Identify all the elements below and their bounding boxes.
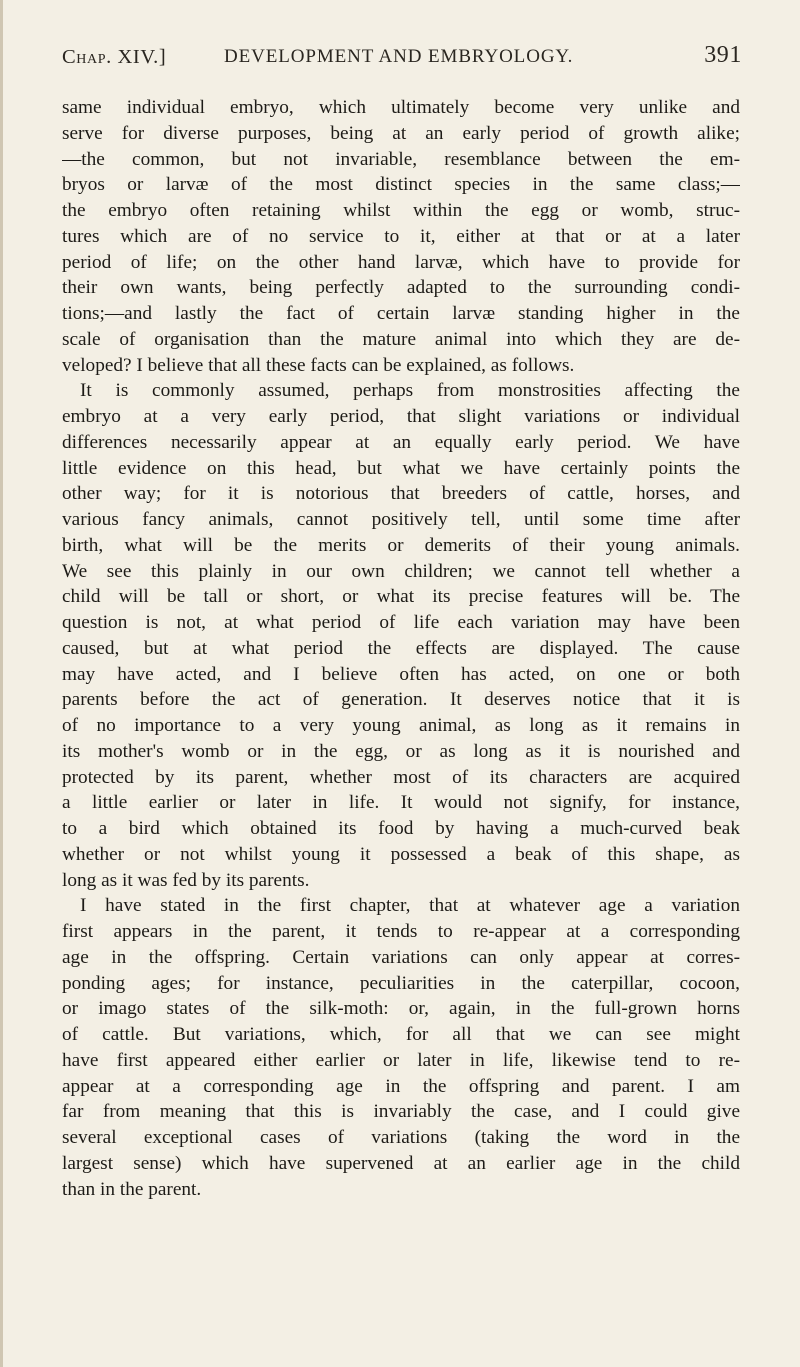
text-line: tions;—and lastly the fact of certain larvæ standing higher in the [62, 303, 740, 324]
chapter-label: Chap. XIV.] [62, 46, 167, 68]
running-header [62, 42, 742, 76]
text-line: whether or not whilst young it possessed a beak of this shape, as [62, 843, 740, 865]
text-line: of cattle. But variations, which, for all that we can see might [62, 1024, 740, 1045]
text-line: serve for diverse purposes, being at an early period of growth alike; [62, 122, 740, 144]
text-line: —the common, but not invariable, resemblance between the em- [62, 148, 740, 170]
text-line: It is commonly assumed, perhaps from monstrosities affecting the [80, 380, 740, 402]
text-line: several exceptional cases of variations (taking the word in the [62, 1127, 740, 1148]
text-line: their own wants, being perfectly adapted to the surrounding condi- [62, 277, 740, 299]
text-line: period of life; on the other hand larvæ, which have to provide for [62, 251, 740, 273]
paragraph-2 [62, 378, 740, 893]
text-line: caused, but at what period the effects are displayed. The cause [62, 637, 740, 659]
text-line: largest sense) which have supervened at an earlier age in the child [62, 1152, 740, 1174]
text-line: bryos or larvæ of the most distinct species in the same class;— [62, 174, 740, 196]
text-line: child will be tall or short, or what its precise features will be. The [62, 586, 740, 608]
text-line: I have stated in the first chapter, that at whatever age a variation [80, 895, 740, 917]
text-line: age in the offspring. Certain variations can only appear at corres- [62, 946, 740, 968]
text-line: appear at a corresponding age in the offspring and parent. I am [62, 1075, 740, 1097]
text-line: of no importance to a very young animal, as long as it remains in [62, 715, 740, 736]
text-line: may have acted, and I believe often has acted, on one or both [62, 663, 740, 685]
text-line: have first appeared either earlier or later in life, likewise tend to re- [62, 1049, 740, 1071]
text-line: question is not, at what period of life each variation may have been [62, 612, 740, 633]
text-line: scale of organisation than the mature animal into which they are de- [62, 328, 740, 350]
text-line: protected by its parent, whether most of its characters are acquired [62, 766, 740, 788]
text-line: differences necessarily appear at an equally early period. We have [62, 431, 740, 453]
text-line: little evidence on this head, but what we have certainly points the [62, 457, 740, 479]
running-title: DEVELOPMENT AND EMBRYOLOGY. [224, 46, 574, 67]
text-line: birth, what will be the merits or demerits of their young animals. [62, 534, 740, 556]
text-line: embryo at a very early period, that slight variations or individual [62, 406, 740, 427]
body-text [62, 95, 740, 1202]
text-line: tures which are of no service to it, either at that or at a later [62, 225, 740, 247]
text-line: first appears in the parent, it tends to re-appear at a corresponding [62, 921, 740, 942]
text-line: We see this plainly in our own children; we cannot tell whether a [62, 560, 740, 582]
text-line: long as it was fed by its parents. [62, 869, 310, 891]
page-edge [0, 0, 3, 1367]
text-line: veloped? I believe that all these facts can be explained, as follows. [62, 354, 575, 376]
page-number: 391 [704, 42, 742, 68]
paragraph-3 [62, 893, 740, 1202]
text-line: other way; for it is notorious that breeders of cattle, horses, and [62, 483, 740, 505]
text-line: parents before the act of generation. It deserves notice that it is [62, 689, 740, 711]
text-line: far from meaning that this is invariably the case, and I could give [62, 1101, 740, 1123]
text-line: same individual embryo, which ultimately become very unlike and [62, 97, 740, 118]
paragraph-1 [62, 95, 740, 378]
text-line: the embryo often retaining whilst within the egg or womb, struc- [62, 200, 740, 221]
text-line: its mother's womb or in the egg, or as long as it is nourished and [62, 740, 740, 762]
text-line: than in the parent. [62, 1178, 202, 1200]
text-line: to a bird which obtained its food by having a much-curved beak [62, 818, 740, 839]
text-line: various fancy animals, cannot positively tell, until some time after [62, 509, 740, 530]
text-line: or imago states of the silk-moth: or, again, in the full-grown horns [62, 998, 740, 1020]
text-line: a little earlier or later in life. It would not signify, for instance, [62, 792, 740, 814]
text-line: ponding ages; for instance, peculiarities in the caterpillar, cocoon, [62, 972, 740, 994]
